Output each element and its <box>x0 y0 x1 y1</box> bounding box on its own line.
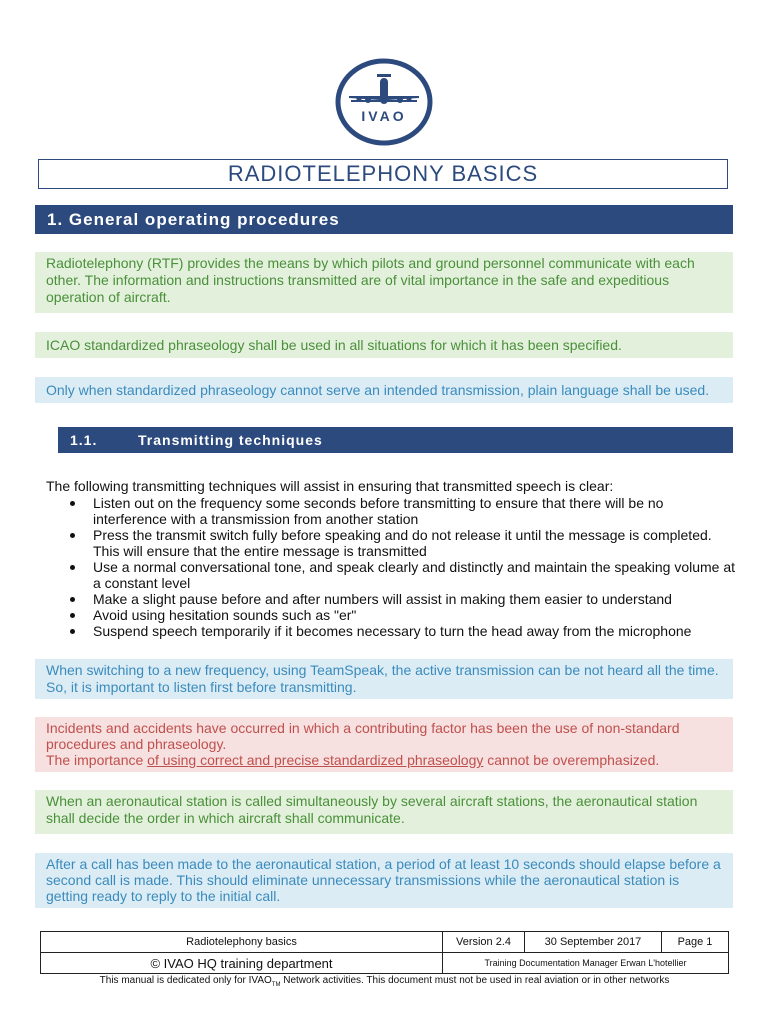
list-item: Avoid using hesitation sounds such as "er" <box>93 607 736 623</box>
teamspeak-note-box <box>35 659 733 699</box>
importance-underlined: of using correct and precise standardized phraseology <box>147 752 484 768</box>
document-title: RADIOTELEPHONY BASICS <box>38 159 728 189</box>
rtf-definition-text: Radiotelephony (RTF) provides the means by which pilots and ground personnel communicate with each other. The information and instructions transmitted are of vital importance in the safe and expeditious operation of aircraft. <box>46 255 695 305</box>
disclaimer-suffix: Network activities. This document must not be used in real aviation or in other networks <box>280 975 670 986</box>
plain-language-box <box>35 377 733 403</box>
footer-date: 30 September 2017 <box>525 932 662 953</box>
simultaneous-call-text: When an aeronautical station is called simultaneously by several aircraft stations, the aeronautical station shall decide the order in which aircraft shall communicate. <box>46 793 698 826</box>
footer-disclaimer <box>40 975 729 988</box>
list-item: Suspend speech temporarily if it becomes necessary to turn the head away from the microphone <box>93 623 736 639</box>
footer-manager: Training Documentation Manager Erwan L'hotellier <box>443 953 729 974</box>
icao-phraseology-text: ICAO standardized phraseology shall be used in all situations for which it has been specified. <box>46 337 622 353</box>
list-item: Listen out on the frequency some seconds before transmitting to ensure that there will be no interference with a transmission from another station <box>93 495 736 527</box>
section-1-1-heading <box>58 427 733 453</box>
ivao-logo <box>335 58 433 146</box>
list-item: Make a slight pause before and after numbers will assist in making them easier to understand <box>93 591 736 607</box>
incidents-text: Incidents and accidents have occurred in which a contributing factor has been the use of non-standard procedures and phraseology. <box>46 720 680 752</box>
importance-suffix: cannot be overemphasized. <box>483 752 660 768</box>
second-call-box <box>35 853 733 908</box>
rtf-definition-box <box>35 252 733 313</box>
logo-wordmark: IVAO <box>361 108 407 124</box>
icao-phraseology-box <box>35 332 733 358</box>
importance-line <box>46 752 722 768</box>
footer-version: Version 2.4 <box>443 932 525 953</box>
incidents-warning-box <box>35 717 733 772</box>
simultaneous-call-box <box>35 790 733 834</box>
techniques-intro: The following transmitting techniques will assist in ensuring that transmitted speech is clear: <box>46 478 614 494</box>
plain-language-text: Only when standardized phraseology cannot serve an intended transmission, plain language shall be used. <box>46 382 710 398</box>
section-1-1-number: 1.1. <box>70 432 98 448</box>
footer-table <box>40 931 729 974</box>
list-item: Press the transmit switch fully before speaking and do not release it until the message is completed. This will ensure that the entire message is transmitted <box>93 527 736 559</box>
second-call-text: After a call has been made to the aeronautical station, a period of at least 10 seconds should elapse before a second call is made. This should eliminate unnecessary transmissions while the aeronautical station is getting ready to reply to the initial call. <box>46 856 721 904</box>
footer-doc-title: Radiotelephony basics <box>41 932 443 953</box>
teamspeak-note-text: When switching to a new frequency, using TeamSpeak, the active transmission can be not heard all the time. So, it is important to listen first before transmitting. <box>46 662 719 695</box>
section-1-heading: 1. General operating procedures <box>35 205 733 234</box>
footer-page: Page 1 <box>662 932 729 953</box>
techniques-list <box>46 495 736 639</box>
footer-department: © IVAO HQ training department <box>41 953 443 974</box>
list-item: Use a normal conversational tone, and speak clearly and distinctly and maintain the speaking volume at a constant level <box>93 559 736 591</box>
section-1-1-title: Transmitting techniques <box>138 432 323 448</box>
disclaimer-prefix: This manual is dedicated only for IVAO <box>99 975 272 986</box>
trademark-mark: TM <box>271 982 281 988</box>
importance-prefix: The importance <box>46 752 148 768</box>
